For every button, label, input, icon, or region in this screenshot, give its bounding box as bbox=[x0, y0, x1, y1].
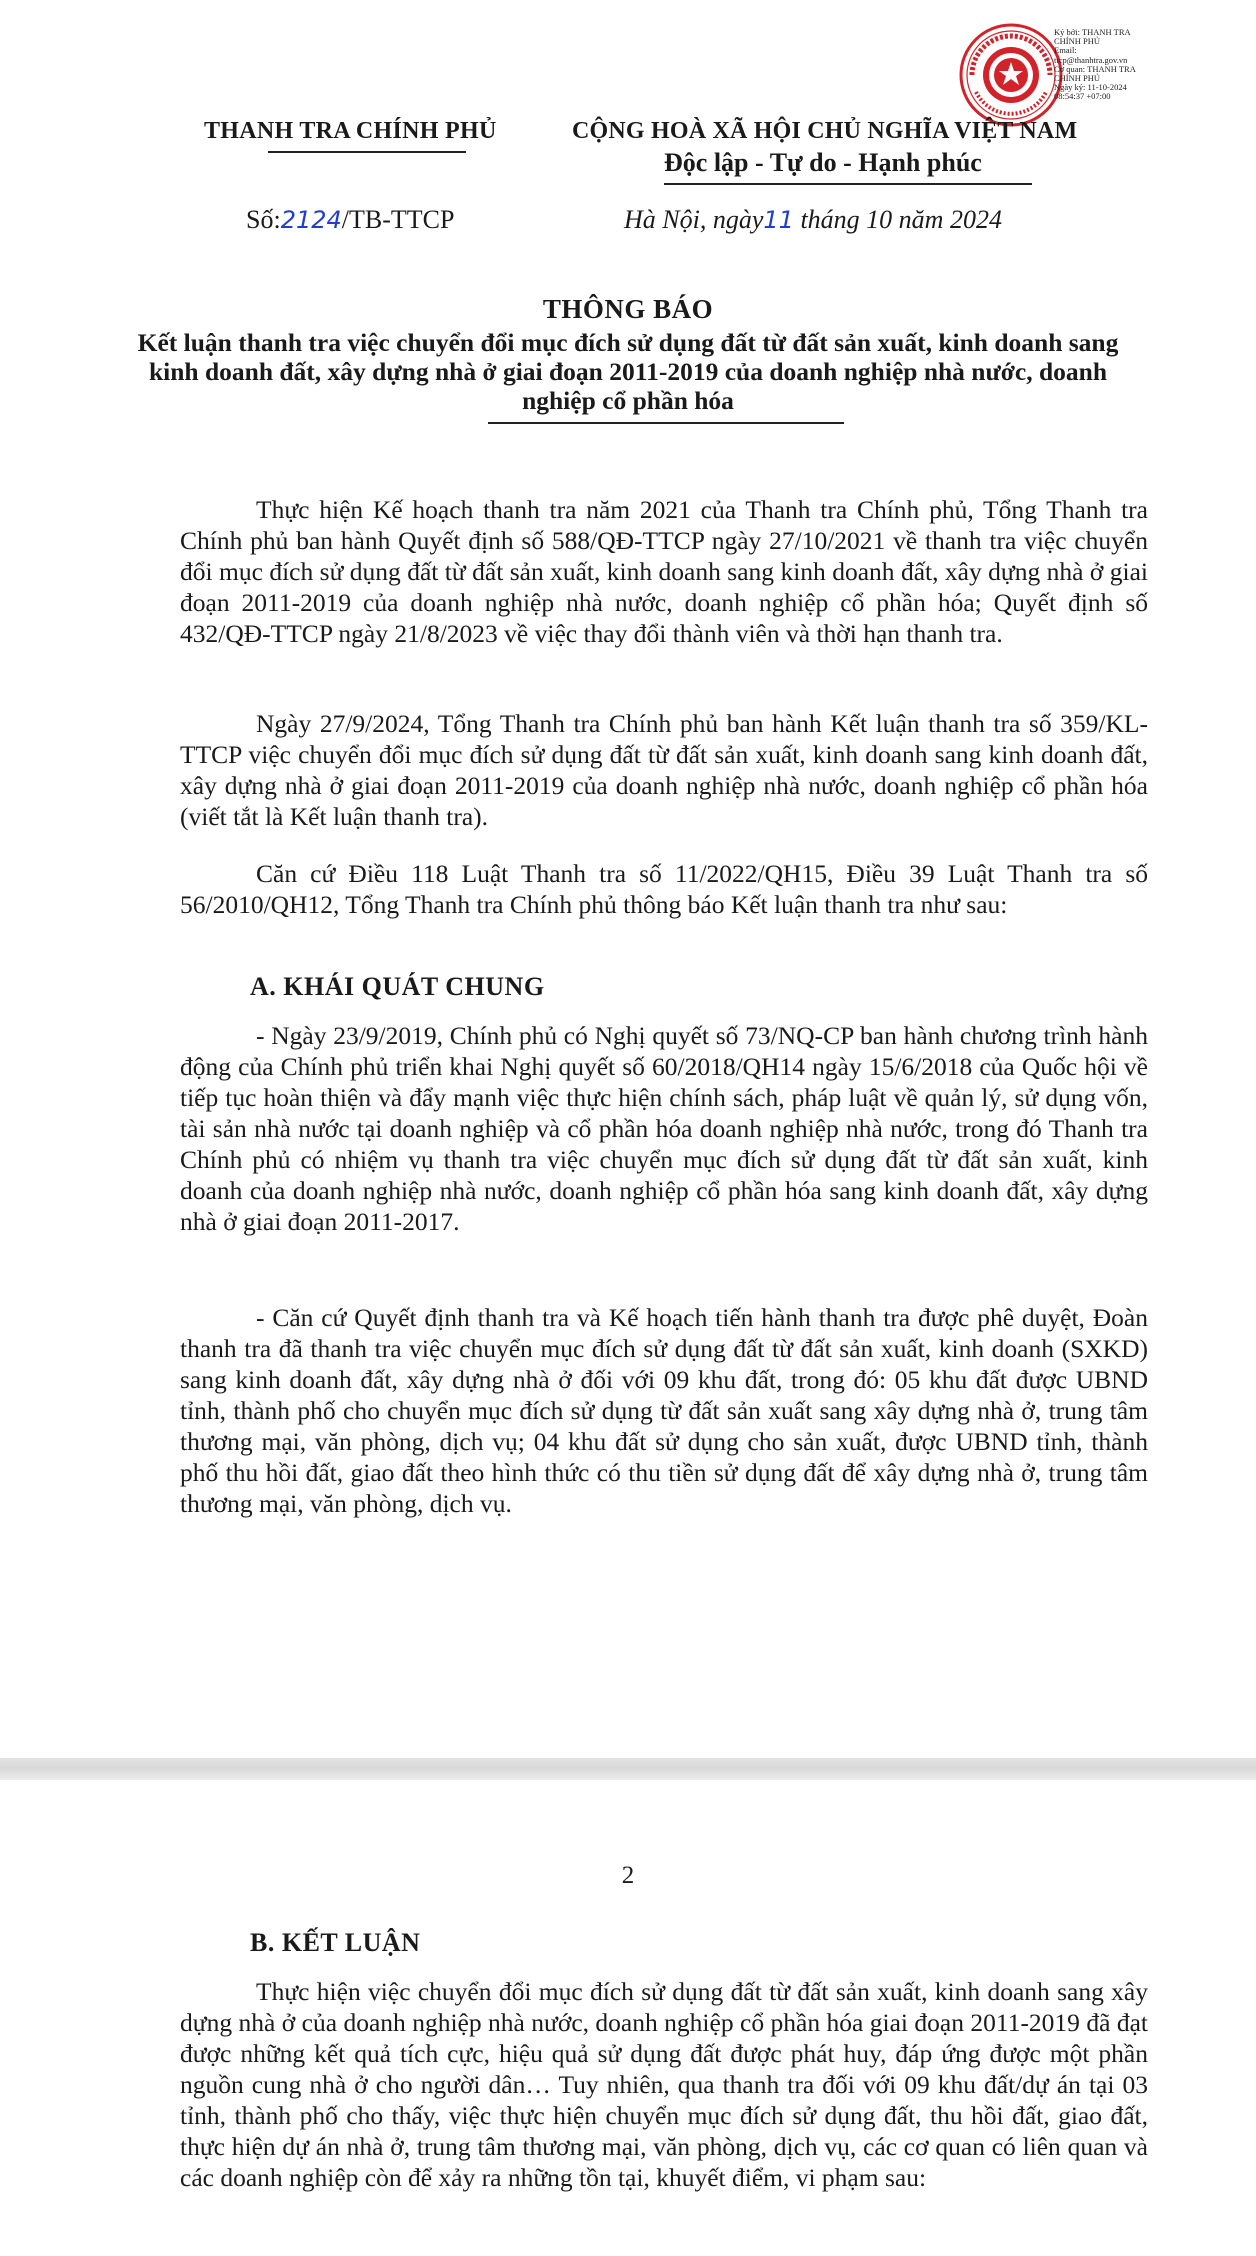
doc-number-handwritten: 2124 bbox=[280, 206, 342, 234]
signature-line: CHÍNH PHỦ bbox=[1054, 36, 1101, 47]
date-suffix: tháng 10 năm 2024 bbox=[793, 205, 1002, 234]
signature-line: Ký bởi: THANH TRA bbox=[1054, 27, 1131, 37]
body-paragraph: Ngày 27/9/2024, Tổng Thanh tra Chính phủ ban hành Kết luận thanh tra số 359/KL-TTCP việc chuyển đổi mục đích sử dụng đất từ đất sản xuất, kinh doanh sang kinh doanh đất, xây dựng nhà ở giai đoạn 2011-2019 của doanh nghiệp nhà nước, doanh nghiệp cổ phần hóa (viết tắt là Kết luận thanh tra). bbox=[180, 709, 1148, 831]
agency-underline bbox=[268, 151, 466, 153]
body-paragraph: - Căn cứ Quyết định thanh tra và Kế hoạch tiến hành thanh tra được phê duyệt, Đoàn thanh tra đã thanh tra việc chuyển mục đích sử dụng đất từ đất sản xuất, kinh doanh (SXKD) sang kinh doanh đất, xây dựng nhà ở đối với 09 khu đất, trong đó: 05 khu đất được UBND tỉnh, thành phố cho chuyển mục đích sử dụng từ đất sản xuất sang xây dựng nhà ở, trung tâm thương mại, văn phòng, dịch vụ; 04 khu đất sử dụng cho sản xuất, được UBND tỉnh, thành phố thu hồi đất, giao đất theo hình thức có thu tiền sử dụng đất để xây dựng nhà ở, trung tâm thương mại, văn phòng, dịch vụ. bbox=[180, 1303, 1148, 1518]
doc-number-suffix: /TB-TTCP bbox=[341, 205, 455, 234]
signature-line: 08:54:37 +07:00 bbox=[1054, 91, 1111, 102]
section-heading-a: A. KHÁI QUÁT CHUNG bbox=[250, 972, 545, 1001]
subtitle-underline bbox=[488, 422, 844, 424]
body-paragraph: Thực hiện Kế hoạch thanh tra năm 2021 của Thanh tra Chính phủ, Tổng Thanh tra Chính phủ ban hành Quyết định số 588/QĐ-TTCP ngày 27/10/2021 về thanh tra việc chuyển đổi mục đích sử dụng đất từ đất sản xuất, kinh doanh sang kinh doanh đất, xây dựng nhà ở giai đoạn 2011-2019 của doanh nghiệp nhà nước, doanh nghiệp cổ phần hóa; Quyết định số 432/QĐ-TTCP ngày 21/8/2023 về việc thay đổi thành viên và thời hạn thanh tra. bbox=[180, 495, 1148, 648]
issuing-agency: THANH TRA CHÍNH PHỦ bbox=[204, 118, 497, 144]
document-title: THÔNG BÁO bbox=[542, 294, 714, 324]
body-paragraph: - Ngày 23/9/2019, Chính phủ có Nghị quyết số 73/NQ-CP ban hành chương trình hành động của Chính phủ triển khai Nghị quyết số 60/2018/QH14 ngày 15/6/2018 của Quốc hội về tiếp tục hoàn thiện và đẩy mạnh việc thực hiện chính sách, pháp luật về quản lý, sử dụng vốn, tài sản nhà nước tại doanh nghiệp và cổ phần hóa doanh nghiệp nhà nước, trong đó Thanh tra Chính phủ có nhiệm vụ thanh tra việc chuyển mục đích sử dụng đất từ đất sản xuất, kinh doanh của doanh nghiệp nhà nước, doanh nghiệp cổ phần hóa sang kinh doanh đất, xây dựng nhà ở giai đoạn 2011-2017. bbox=[180, 1021, 1148, 1236]
signature-line: Cơ quan: THANH TRA bbox=[1054, 63, 1136, 74]
national-motto: Độc lập - Tự do - Hạnh phúc bbox=[664, 148, 982, 177]
document-date bbox=[624, 205, 1002, 235]
page-separator bbox=[0, 1758, 1256, 1780]
date-prefix: Hà Nội, ngày bbox=[624, 205, 764, 234]
date-day-handwritten: 11 bbox=[763, 206, 794, 234]
signature-line: CHÍNH PHỦ bbox=[1054, 73, 1101, 84]
digital-signature-info bbox=[1054, 28, 1204, 102]
document-number bbox=[246, 205, 454, 235]
page-number: 2 bbox=[621, 1862, 635, 1889]
government-seal-stamp bbox=[958, 22, 1064, 128]
body-paragraph: Thực hiện việc chuyển đổi mục đích sử dụng đất từ đất sản xuất, kinh doanh sang xây dựng nhà ở của doanh nghiệp nhà nước, doanh nghiệp cổ phần hóa giai đoạn 2011-2019 đã đạt được những kết quả tích cực, hiệu quả sử dụng đất được phát huy, đáp ứng được một phần nguồn cung nhà ở cho người dân… Tuy nhiên, qua thanh tra đối với 09 khu đất/dự án tại 03 tỉnh, thành phố cho thấy, việc thực hiện chuyển mục đích sử dụng đất, thu hồi đất, giao đất, thực hiện dự án nhà ở, trung tâm thương mại, văn phòng, dịch vụ, các cơ quan có liên quan và các doanh nghiệp còn để xảy ra những tồn tại, khuyết điểm, vi phạm sau: bbox=[180, 1977, 1148, 2192]
signature-line: Email: bbox=[1054, 45, 1077, 56]
national-title: CỘNG HOÀ XÃ HỘI CHỦ NGHĨA VIỆT NAM bbox=[572, 118, 1078, 144]
signature-line: Ngày ký: 11-10-2024 bbox=[1054, 82, 1127, 93]
doc-number-prefix: Số: bbox=[246, 205, 281, 234]
section-heading-b: B. KẾT LUẬN bbox=[250, 1928, 421, 1957]
body-paragraph: Căn cứ Điều 118 Luật Thanh tra số 11/2022/QH15, Điều 39 Luật Thanh tra số 56/2010/QH12, Tổng Thanh tra Chính phủ thông báo Kết luận thanh tra như sau: bbox=[180, 859, 1148, 919]
motto-underline bbox=[664, 183, 1032, 185]
signature-line: ttcp@thanhtra.gov.vn bbox=[1054, 54, 1128, 65]
document-subtitle: Kết luận thanh tra việc chuyển đổi mục đích sử dụng đất từ đất sản xuất, kinh doanh sang kinh doanh đất, xây dựng nhà ở giai đoạn 2011-2019 của doanh nghiệp nhà nước, doanh nghiệp cổ phần hóa bbox=[137, 328, 1119, 415]
